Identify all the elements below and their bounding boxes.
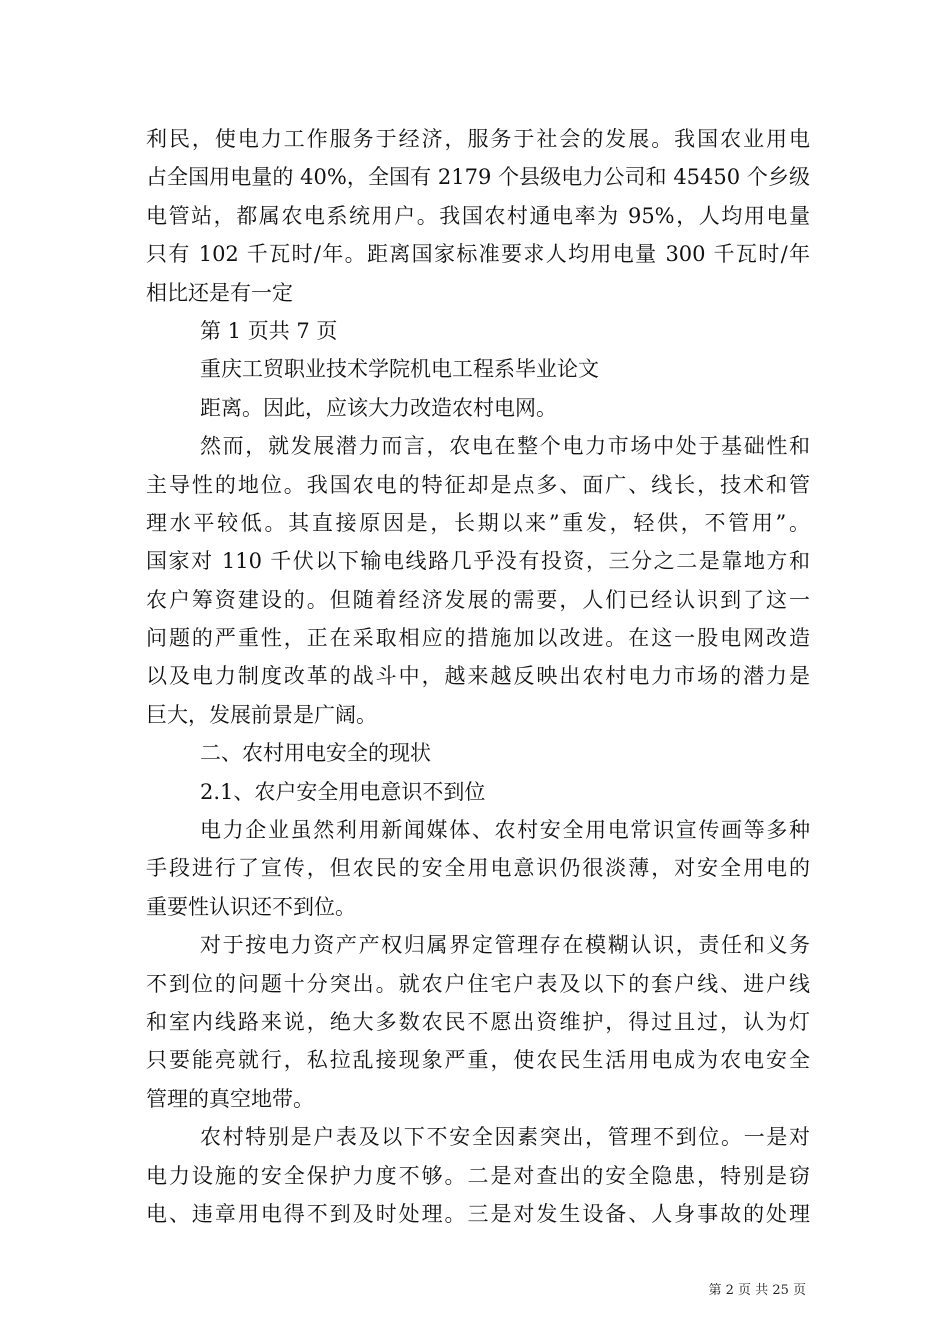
text-line: 利民，使电力工作服务于经济，服务于社会的发展。我国农业用电: [146, 127, 810, 151]
page-footer: 第 2 页 共 25 页: [708, 1283, 806, 1298]
text-line: 重庆工贸职业技术学院机电工程系毕业论文: [200, 357, 599, 382]
text-line: 管理的真空地带。: [146, 1086, 314, 1111]
text-line: 以及电力制度改革的战斗中，越来越反映出农村电力市场的潜力是: [146, 664, 810, 689]
text-line: 电管站，都属农电系统用户。我国农村通电率为 95%，人均用电量: [146, 203, 810, 228]
text-line: 距离。因此，应该大力改造农村电网。: [200, 395, 557, 420]
text-line: 国家对 110 千伏以下输电线路几乎没有投资，三分之二是靠地方和: [146, 549, 810, 574]
text-line: 电力设施的安全保护力度不够。二是对查出的安全隐患，特别是窃: [146, 1163, 810, 1188]
text-line: 然而，就发展潜力而言，农电在整个电力市场中处于基础性和: [200, 434, 810, 459]
text-line: 对于按电力资产产权归属界定管理存在模糊认识，责任和义务: [200, 933, 810, 958]
text-line: 不到位的问题十分突出。就农户住宅户表及以下的套户线、进户线: [146, 971, 810, 996]
text-line: 第 1 页共 7 页: [200, 318, 338, 343]
text-line: 电、违章用电得不到及时处理。三是对发生设备、人身事故的处理: [146, 1201, 810, 1226]
text-line: 手段进行了宣传，但农民的安全用电意识仍很淡薄，对安全用电的: [146, 856, 810, 881]
text-line: 二、农村用电安全的现状: [200, 741, 431, 766]
text-line: 只要能亮就行，私拉乱接现象严重，使农民生活用电成为农电安全: [146, 1048, 810, 1073]
text-line: 2.1、农户安全用电意识不到位: [200, 779, 486, 804]
text-line: 理水平较低。其直接原因是，长期以来”重发，轻供，不管用”。: [146, 510, 810, 535]
text-line: 问题的严重性，正在采取相应的措施加以改进。在这一股电网改造: [146, 626, 810, 651]
document-body: [146, 120, 810, 1233]
text-line: 主导性的地位。我国农电的特征却是点多、面广、线长，技术和管: [146, 472, 810, 497]
text-line: 农村特别是户表及以下不安全因素突出，管理不到位。一是对: [200, 1125, 810, 1150]
text-line: 相比还是有一定: [146, 280, 293, 305]
text-line: 农户筹资建设的。但随着经济发展的需要，人们已经认识到了这一: [146, 587, 810, 612]
text-line: 巨大，发展前景是广阔。: [146, 702, 377, 727]
text-line: 电力企业虽然利用新闻媒体、农村安全用电常识宣传画等多种: [200, 818, 810, 843]
text-line: 占全国用电量的 40%，全国有 2179 个县级电力公司和 45450 个乡级: [146, 165, 810, 190]
text-line: 重要性认识还不到位。: [146, 894, 356, 919]
text-line: 只有 102 千瓦时/年。距离国家标准要求人均用电量 300 千瓦时/年: [146, 242, 810, 267]
text-line: 和室内线路来说，绝大多数农民不愿出资维护，得过且过，认为灯: [146, 1009, 810, 1034]
